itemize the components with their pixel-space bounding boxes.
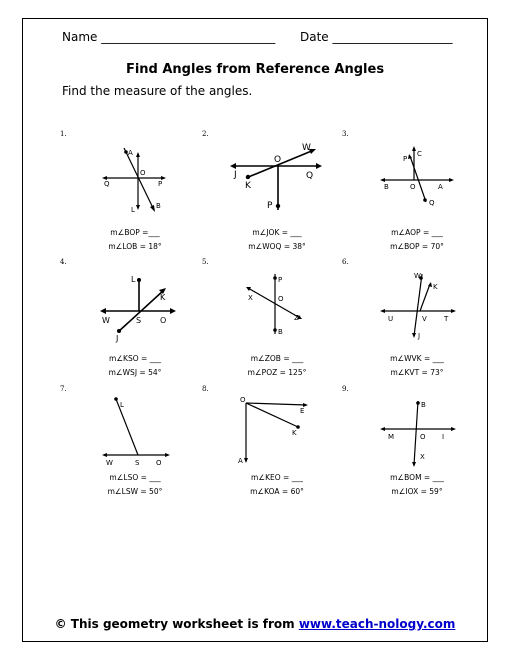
label-b: B — [384, 183, 389, 191]
given-text: m∠WOQ = 38° — [248, 242, 306, 251]
label-t: T — [444, 315, 449, 323]
given-text: m∠LSW = 50° — [107, 487, 163, 496]
problem-number: 9. — [342, 385, 349, 393]
label-j: J — [418, 332, 421, 340]
label-u: U — [388, 315, 394, 323]
footer-link[interactable]: www.teach-nology.com — [298, 617, 456, 631]
problem-2 — [202, 130, 352, 255]
question-text: m∠ZOB = ___ — [250, 354, 304, 363]
label-a: A — [238, 457, 243, 465]
given-text: m∠IOX = 59° — [391, 487, 443, 496]
question-text: m∠KSO = ___ — [109, 354, 161, 363]
problem-number: 7. — [60, 385, 67, 393]
label-j: J — [116, 334, 119, 343]
given-text: m∠POZ = 125° — [247, 368, 307, 377]
problem-4 — [60, 258, 210, 383]
given-text: m∠KOA = 60° — [250, 487, 304, 496]
problem-5-diagram — [202, 258, 352, 383]
label-a: A — [438, 183, 443, 191]
label-q: Q — [306, 171, 314, 181]
label-z: Z — [294, 314, 299, 322]
label-m: M — [388, 433, 395, 441]
footer-credit — [0, 617, 510, 631]
question-text: m∠KEO = ___ — [251, 473, 303, 482]
label-w: W — [302, 143, 311, 153]
label-w: W — [102, 316, 110, 325]
problem-number: 8. — [202, 385, 209, 393]
question-text: m∠BOM = ___ — [390, 473, 444, 482]
label-k: K — [433, 283, 438, 291]
name-field-label: Name _____________________________ — [62, 30, 276, 44]
problem-1 — [60, 130, 210, 255]
label-s: S — [135, 459, 140, 467]
question-text: m∠BOP =___ — [110, 228, 160, 237]
problem-4-diagram — [60, 258, 210, 383]
label-o: O — [156, 459, 162, 467]
problem-7 — [60, 385, 210, 510]
given-text: m∠BOP = 70° — [390, 242, 444, 251]
label-i: I — [442, 433, 445, 441]
date-field-label: Date ____________________ — [300, 30, 453, 44]
label-q: Q — [104, 180, 110, 188]
label-p: P — [267, 201, 273, 211]
label-b: B — [156, 202, 161, 210]
instructions: Find the measure of the angles. — [62, 84, 253, 98]
given-text: m∠WSJ = 54° — [108, 368, 162, 377]
label-p: P — [158, 180, 163, 188]
problem-6 — [342, 258, 492, 383]
problem-8 — [202, 385, 352, 510]
label-o: O — [160, 316, 167, 325]
problem-number: 3. — [342, 130, 349, 138]
question-text: m∠JOK = ___ — [252, 228, 302, 237]
problem-number: 2. — [202, 130, 209, 138]
label-x: X — [248, 294, 253, 302]
label-o: O — [278, 295, 284, 303]
label-k: K — [292, 429, 297, 437]
label-v: V — [422, 315, 427, 323]
label-a: A — [128, 149, 133, 157]
worksheet-title: Find Angles from Reference Angles — [125, 62, 385, 77]
problem-number: 4. — [60, 258, 67, 266]
label-b: B — [278, 328, 283, 336]
footer-text: © This geometry worksheet is from — [54, 617, 299, 631]
label-o: O — [240, 396, 246, 404]
question-text: m∠AOP = ___ — [391, 228, 443, 237]
label-l: L — [131, 206, 135, 214]
problem-6-diagram — [342, 258, 492, 383]
label-p: P — [278, 276, 283, 284]
problem-number: 5. — [202, 258, 209, 266]
label-l: L — [131, 275, 136, 284]
label-k: K — [160, 293, 166, 302]
problem-3 — [342, 130, 492, 255]
problem-number: 6. — [342, 258, 349, 266]
label-l: L — [120, 401, 124, 409]
label-x: X — [420, 453, 425, 461]
label-e: E — [300, 407, 305, 415]
label-p: P — [403, 155, 408, 163]
label-w: W — [106, 459, 113, 467]
label-o: O — [420, 433, 426, 441]
label-k: K — [245, 181, 251, 191]
question-text: m∠WVK = ___ — [390, 354, 444, 363]
label-q: Q — [429, 199, 435, 207]
label-o: O — [140, 169, 146, 177]
label-o: O — [274, 155, 282, 165]
label-s: S — [136, 316, 142, 325]
problem-number: 1. — [60, 130, 67, 138]
question-text: m∠LSO = ___ — [109, 473, 161, 482]
given-text: m∠KVT = 73° — [390, 368, 444, 377]
label-o: O — [410, 183, 416, 191]
problem-5 — [202, 258, 352, 383]
label-b: B — [421, 401, 426, 409]
label-w: W — [414, 272, 421, 280]
problem-9 — [342, 385, 492, 510]
given-text: m∠LOB = 18° — [108, 242, 162, 251]
label-c: C — [417, 150, 422, 158]
label-j: J — [234, 170, 237, 180]
